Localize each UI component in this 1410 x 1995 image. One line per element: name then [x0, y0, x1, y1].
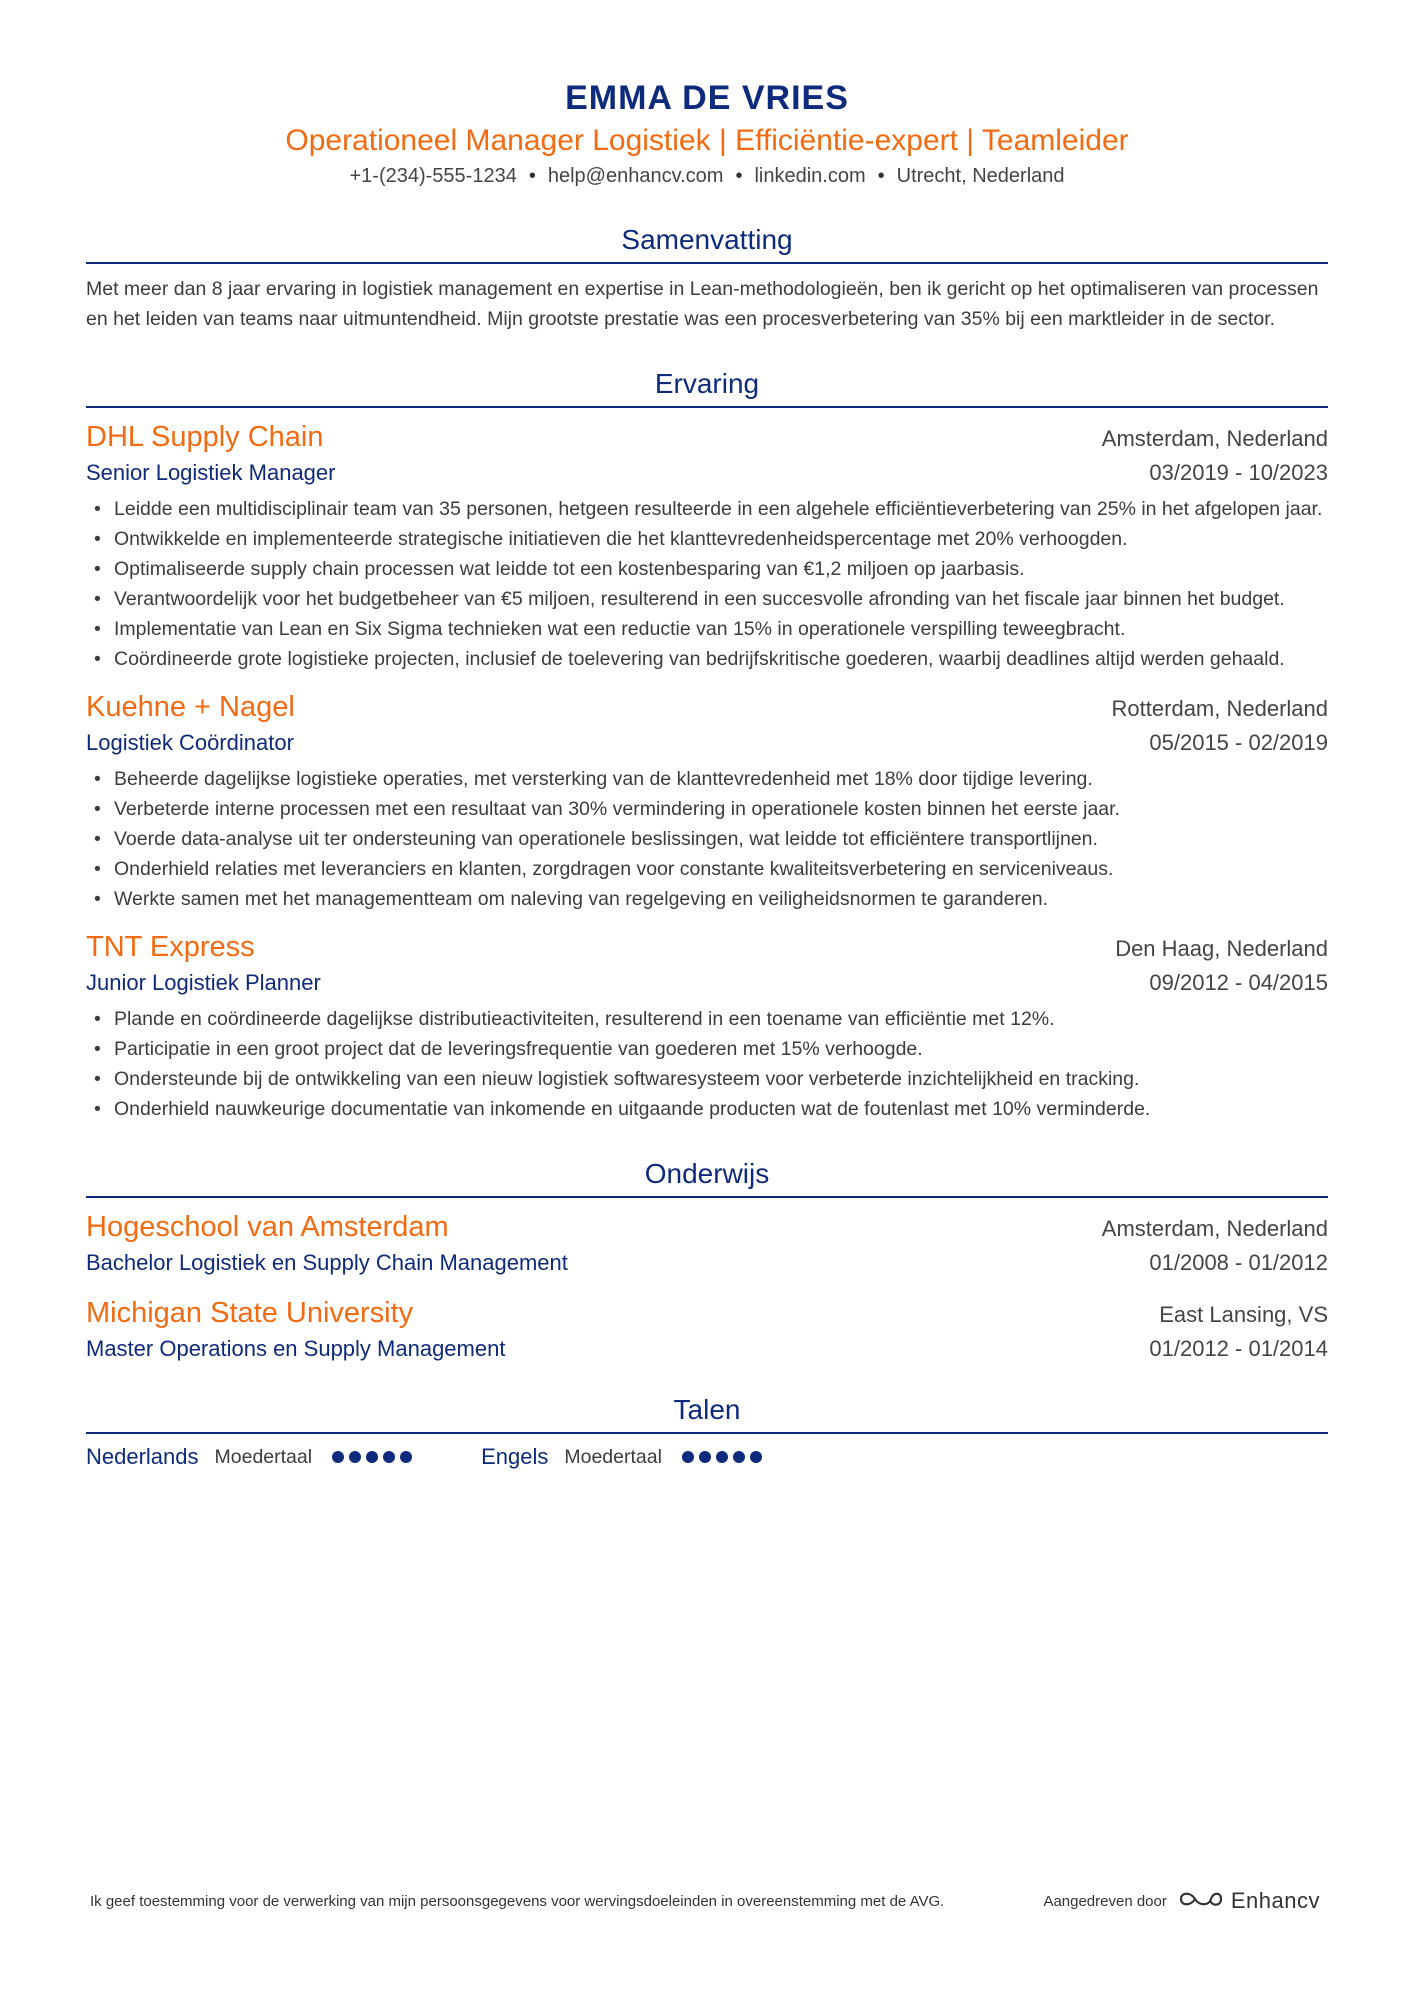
education-location: East Lansing, VS: [1159, 1302, 1328, 1327]
education-dates: 01/2008 - 01/2012: [1149, 1250, 1328, 1275]
education-degree: Bachelor Logistiek en Supply Chain Management: [86, 1250, 568, 1275]
bullet-item: • Participatie in een groot project dat de leveringsfrequentie van goederen met 15% verhoogde.: [86, 1034, 1328, 1064]
job-entry: [86, 928, 1328, 1124]
proficiency-dot: [332, 1451, 344, 1463]
bullet-item: • Optimaliseerde supply chain processen wat leidde tot een kostenbesparing van €1,2 miljoen op jaarbasis.: [86, 554, 1328, 584]
proficiency-dot: [400, 1451, 412, 1463]
section-title-education: Onderwijs: [86, 1154, 1328, 1198]
education-dates: 01/2012 - 01/2014: [1149, 1336, 1328, 1361]
job-company: TNT Express: [86, 931, 255, 963]
page-footer: [90, 1888, 1320, 1914]
languages-section: [86, 1390, 1328, 1470]
powered-by: [1043, 1888, 1320, 1914]
separator-dot: •: [735, 165, 743, 187]
resume-page: [86, 78, 1328, 1470]
job-bullets: [86, 1004, 1328, 1124]
education-degree: Master Operations en Supply Management: [86, 1336, 506, 1361]
proficiency-dot: [733, 1451, 745, 1463]
summary-text: Met meer dan 8 jaar ervaring in logistiek management en expertise in Lean-methodologieën, ben ik gericht op het optimaliseren van processen en het leiden van teams naar uitmuntendheid. Mijn grootste prestatie was een procesverbetering van 35% bij een marktleider in de sector.: [86, 278, 1319, 330]
job-dates: 09/2012 - 04/2015: [1149, 970, 1328, 995]
job-entry: [86, 418, 1328, 674]
education-section: [86, 1154, 1328, 1366]
bullet-item: • Implementatie van Lean en Six Sigma technieken wat een reductie van 15% in operationele verspilling teweegbracht.: [86, 614, 1328, 644]
summary-section: [86, 220, 1328, 334]
phone: +1-(234)-555-1234: [349, 165, 517, 187]
job-location: Den Haag, Nederland: [1115, 936, 1328, 961]
job-company: DHL Supply Chain: [86, 421, 324, 453]
job-location: Amsterdam, Nederland: [1101, 426, 1328, 451]
bullet-item: • Verbeterde interne processen met een resultaat van 30% vermindering in operationele kosten binnen het eerste jaar.: [86, 794, 1328, 824]
proficiency-dot: [366, 1451, 378, 1463]
enhancv-logo-icon: [1177, 1888, 1223, 1914]
bullet-item: • Onderhield nauwkeurige documentatie van inkomende en uitgaande producten wat de foutenlast met 10% verminderde.: [86, 1094, 1328, 1124]
linkedin: linkedin.com: [754, 165, 866, 187]
education-school: Hogeschool van Amsterdam: [86, 1211, 449, 1243]
education-entry: [86, 1208, 1328, 1280]
job-entry: [86, 688, 1328, 914]
bullet-item: • Beheerde dagelijkse logistieke operaties, met versterking van de klanttevredenheid met 18% door tijdige levering.: [86, 764, 1328, 794]
language-level: Moedertaal: [564, 1445, 662, 1468]
proficiency-dot: [383, 1451, 395, 1463]
proficiency-dot: [750, 1451, 762, 1463]
gdpr-consent: Ik geef toestemming voor de verwerking van mijn persoonsgegevens voor wervingsdoeleinden in overeenstemming met de AVG.: [90, 1892, 945, 1910]
bullet-item: • Onderhield relaties met leveranciers en klanten, zorgdragen voor constante kwaliteitsverbetering en serviceniveaus.: [86, 854, 1328, 884]
separator-dot: •: [877, 165, 885, 187]
job-role: Logistiek Coördinator: [86, 730, 294, 755]
job-bullets: [86, 494, 1328, 674]
proficiency-dot: [682, 1451, 694, 1463]
job-location: Rotterdam, Nederland: [1111, 696, 1328, 721]
bullet-item: • Ondersteunde bij de ontwikkeling van een nieuw logistiek softwaresysteem voor verbeterde inzichtelijkheid en tracking.: [86, 1064, 1328, 1094]
powered-by-label: Aangedreven door: [1043, 1892, 1167, 1910]
candidate-headline: Operationeel Manager Logistiek | Efficiëntie-expert | Teamleider: [285, 124, 1129, 157]
experience-section: [86, 364, 1328, 1124]
education-school: Michigan State University: [86, 1297, 414, 1329]
bullet-item: • Verantwoordelijk voor het budgetbeheer van €5 miljoen, resulterend in een succesvolle afronding van het fiscale jaar binnen het budget.: [86, 584, 1328, 614]
section-title-experience: Ervaring: [86, 364, 1328, 408]
job-company: Kuehne + Nagel: [86, 691, 295, 723]
bullet-item: • Werkte samen met het managementteam om naleving van regelgeving en veiligheidsnormen te garanderen.: [86, 884, 1328, 914]
email: help@enhancv.com: [547, 165, 724, 187]
bullet-item: • Voerde data-analyse uit ter ondersteuning van operationele beslissingen, wat leidde tot efficiëntere transportlijnen.: [86, 824, 1328, 854]
job-role: Junior Logistiek Planner: [86, 970, 321, 995]
language-name: Engels: [481, 1444, 549, 1469]
resume-header: [86, 78, 1328, 190]
section-title-languages: Talen: [86, 1390, 1328, 1434]
section-title-summary: Samenvatting: [86, 220, 1328, 264]
proficiency-dot: [699, 1451, 711, 1463]
language-level: Moedertaal: [214, 1445, 313, 1468]
job-dates: 03/2019 - 10/2023: [1149, 460, 1328, 485]
bullet-item: • Plande en coördineerde dagelijkse distributieactiviteiten, resulterend in een toename van efficiëntie met 12%.: [86, 1004, 1328, 1034]
education-location: Amsterdam, Nederland: [1101, 1216, 1328, 1241]
bullet-item: • Ontwikkelde en implementeerde strategische initiatieven die het klanttevredenheidspercentage met 20% verhoogden.: [86, 524, 1328, 554]
contact-line: [86, 162, 1328, 190]
proficiency-dots: [682, 1451, 767, 1463]
proficiency-dot: [349, 1451, 361, 1463]
home-location: Utrecht, Nederland: [896, 165, 1065, 187]
brand-name: Enhancv: [1230, 1888, 1320, 1913]
language-item: [481, 1444, 767, 1470]
job-bullets: [86, 764, 1328, 914]
language-item: [86, 1444, 417, 1470]
job-role: Senior Logistiek Manager: [86, 460, 336, 485]
education-entry: [86, 1294, 1328, 1366]
language-name: Nederlands: [86, 1444, 199, 1469]
languages-list: [86, 1444, 1328, 1470]
proficiency-dot: [716, 1451, 728, 1463]
job-dates: 05/2015 - 02/2019: [1149, 730, 1328, 755]
bullet-item: • Leidde een multidisciplinair team van 35 personen, hetgeen resulteerde in een algehele efficiëntieverbetering van 25% in het afgelopen jaar.: [86, 494, 1328, 524]
candidate-name: EMMA DE VRIES: [565, 79, 849, 117]
separator-dot: •: [528, 165, 536, 187]
bullet-item: • Coördineerde grote logistieke projecten, inclusief de toelevering van bedrijfskritische goederen, waarbij deadlines altijd werden gehaald.: [86, 644, 1328, 674]
proficiency-dots: [332, 1451, 417, 1463]
